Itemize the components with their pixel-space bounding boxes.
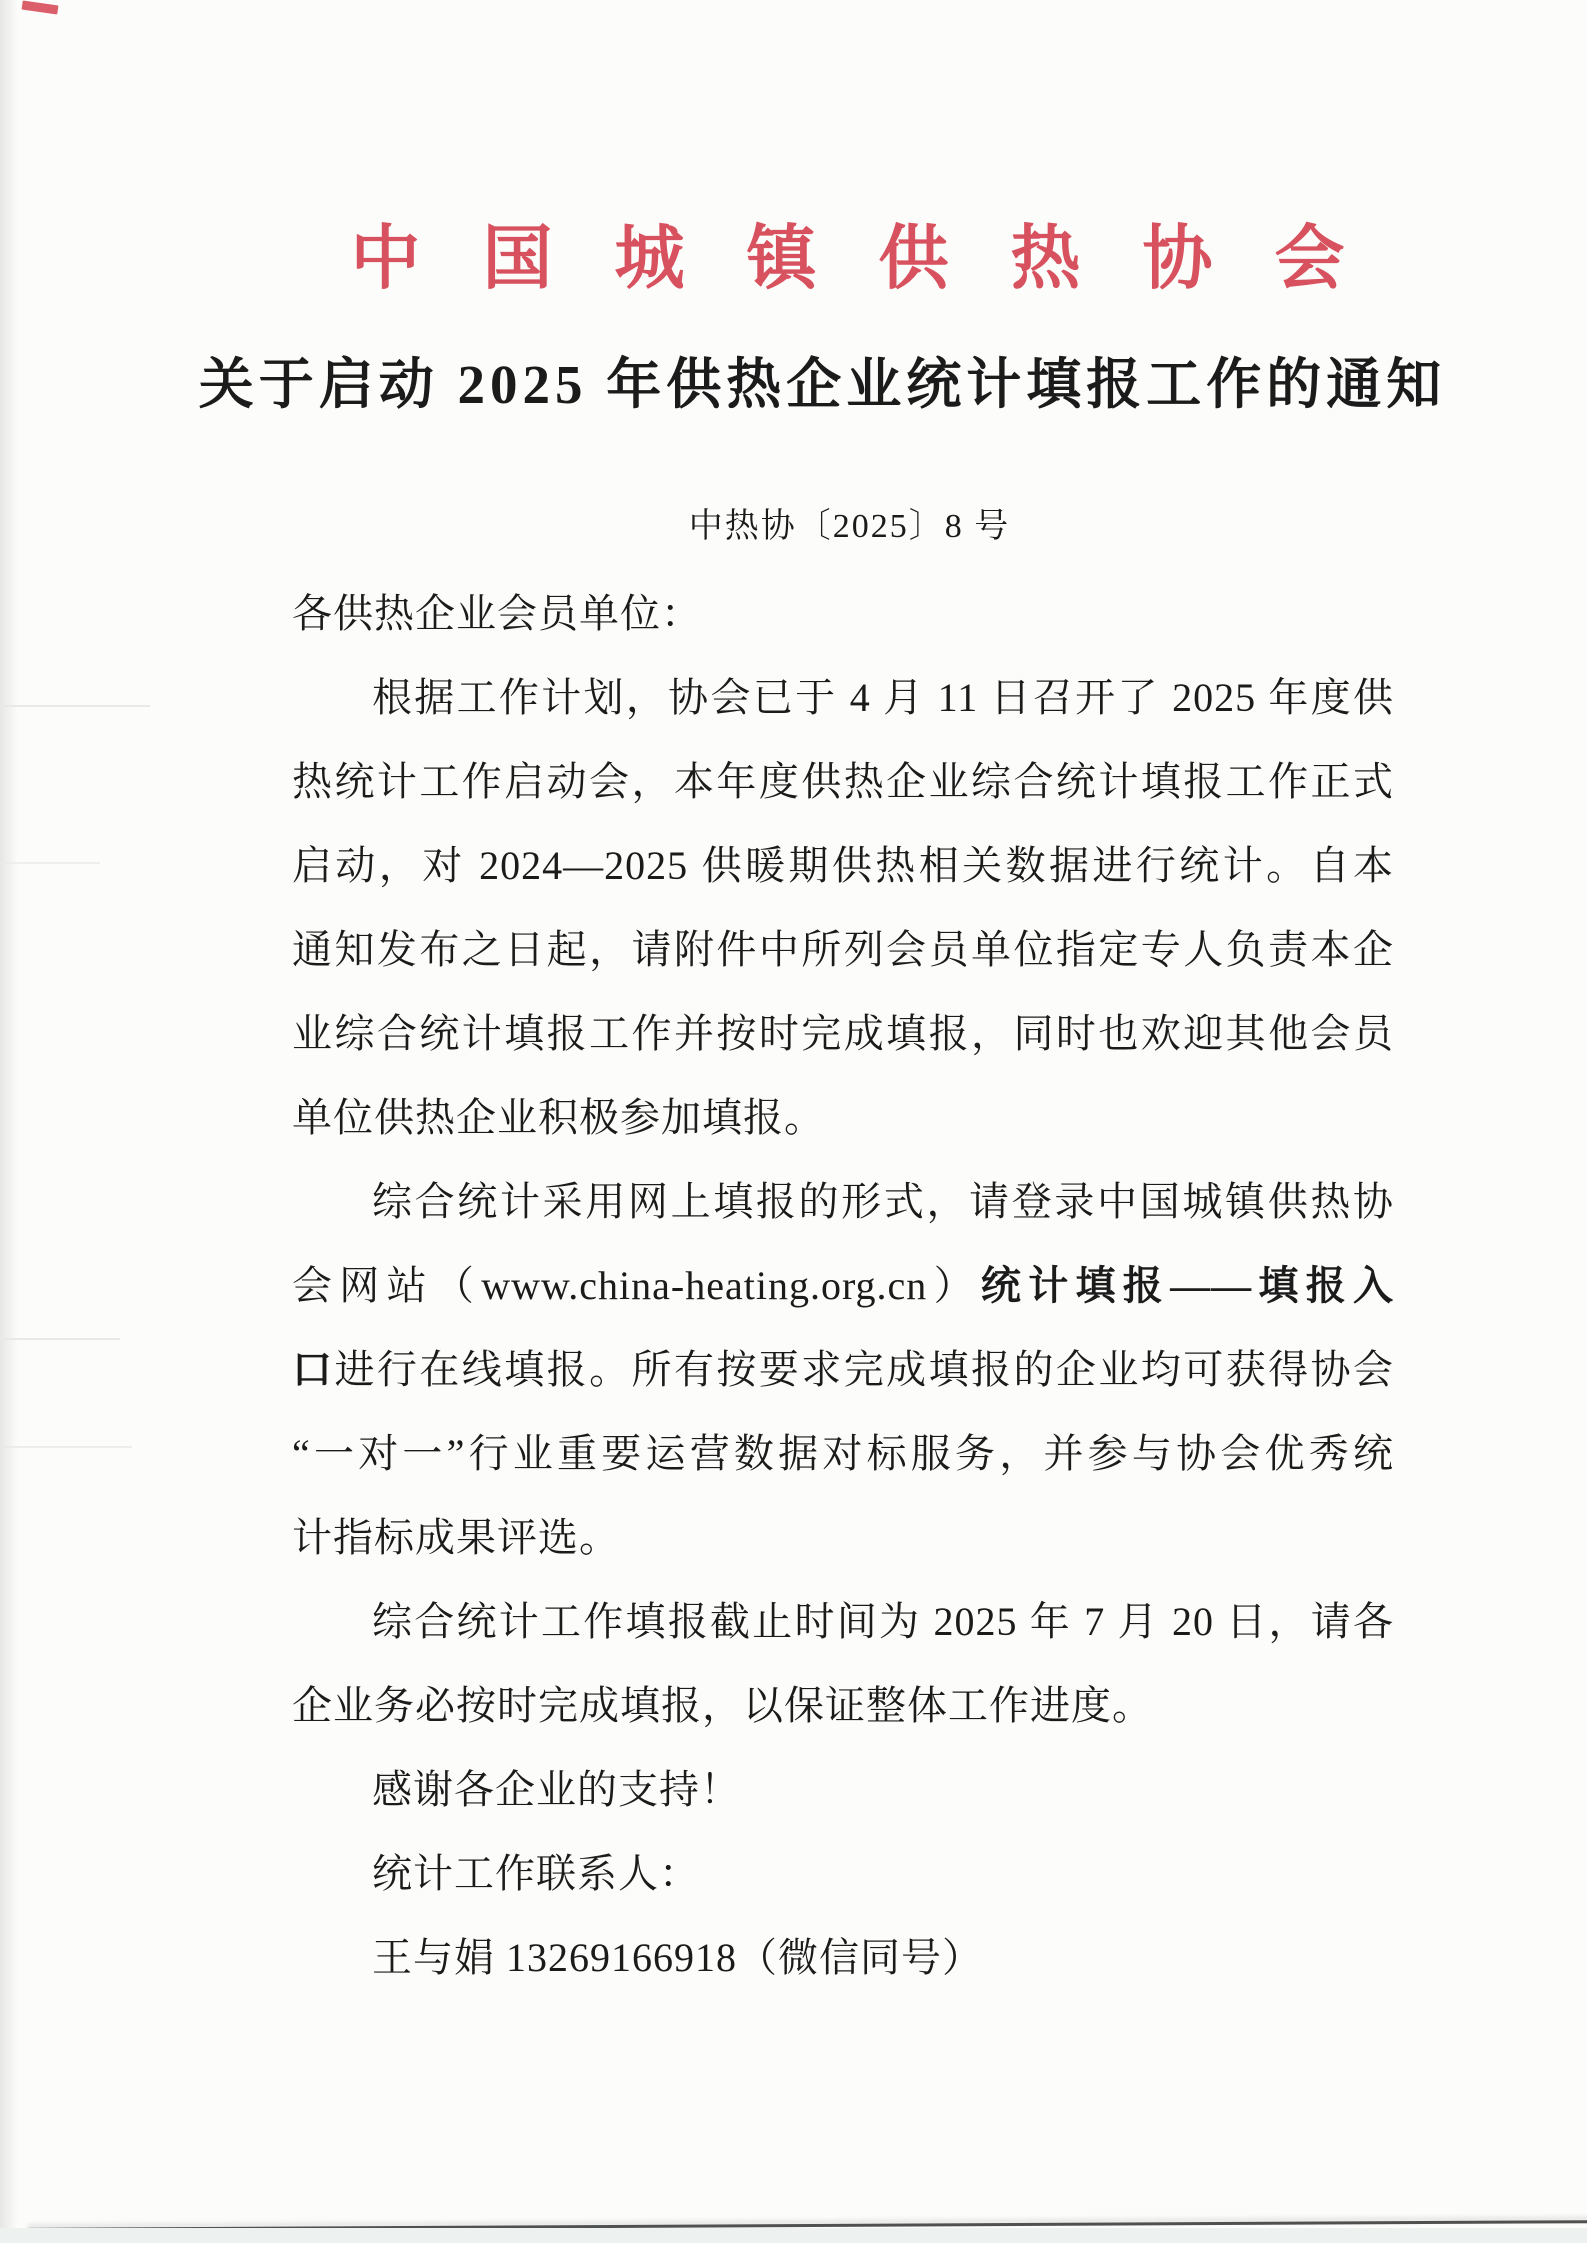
- scan-streak: [0, 1446, 132, 1448]
- red-corner-scan-mark: [22, 1, 59, 15]
- text-segment: 王与娟 13269166918（微信同号）: [372, 1935, 983, 1980]
- text-segment: 各供热企业会员单位：: [292, 591, 702, 636]
- bold-text-segment: 口: [292, 1347, 335, 1392]
- association-title: 中国城镇供热协会: [350, 221, 1407, 298]
- text-segment: 会网站（www.china-heating.org.cn）: [292, 1263, 981, 1308]
- text-segment: 业综合统计填报工作并按时完成填报，同时也欢迎其他会员: [292, 1011, 1394, 1056]
- body-line: [292, 572, 1394, 656]
- text-segment: 统计工作联系人：: [372, 1851, 700, 1896]
- body-line: [292, 1496, 1394, 1580]
- notice-body: [292, 572, 1394, 2000]
- text-segment: 感谢各企业的支持！: [372, 1767, 741, 1812]
- text-segment: 通知发布之日起，请附件中所列会员单位指定专人负责本企: [292, 927, 1394, 972]
- body-line: [292, 1832, 1394, 1916]
- scan-streak: [0, 1338, 120, 1340]
- text-segment: 计指标成果评选。: [292, 1515, 620, 1560]
- text-segment: “一对一”行业重要运营数据对标服务，并参与协会优秀统: [292, 1431, 1394, 1476]
- body-line: [292, 656, 1394, 740]
- body-line: [292, 1076, 1394, 1160]
- page-left-edge-shadow: [0, 0, 18, 2243]
- body-line: [292, 1916, 1394, 2000]
- text-segment: 综合统计工作填报截止时间为 2025 年 7 月 20 日，请各: [372, 1599, 1394, 1644]
- body-line: [292, 824, 1394, 908]
- body-line: [292, 1328, 1394, 1412]
- text-segment: 启动，对 2024—2025 供暖期供热相关数据进行统计。自本: [292, 843, 1394, 888]
- scan-streak: [0, 705, 150, 707]
- body-line: [292, 908, 1394, 992]
- body-line: [292, 1412, 1394, 1496]
- body-line: [292, 1748, 1394, 1832]
- notice-title: 关于启动 2025 年供热企业统计填报工作的通知: [198, 354, 1447, 415]
- body-line: [292, 1244, 1394, 1328]
- scan-streak: [0, 862, 100, 864]
- body-line: [292, 1664, 1394, 1748]
- body-line: [292, 992, 1394, 1076]
- text-segment: 进行在线填报。所有按要求完成填报的企业均可获得协会: [334, 1347, 1395, 1392]
- body-line: [292, 1160, 1394, 1244]
- body-line: [292, 740, 1394, 824]
- text-segment: 热统计工作启动会，本年度供热企业综合统计填报工作正式: [292, 759, 1394, 804]
- scanner-background: [0, 2228, 1587, 2243]
- document-number: 中热协〔2025〕8 号: [688, 508, 1011, 545]
- text-segment: 综合统计采用网上填报的形式，请登录中国城镇供热协: [372, 1179, 1394, 1224]
- bold-text-segment: 统计填报——填报入: [980, 1263, 1395, 1308]
- text-segment: 企业务必按时完成填报，以保证整体工作进度。: [292, 1683, 1153, 1728]
- text-segment: 根据工作计划，协会已于 4 月 11 日召开了 2025 年度供: [372, 675, 1394, 720]
- body-line: [292, 1580, 1394, 1664]
- text-segment: 单位供热企业积极参加填报。: [292, 1095, 825, 1140]
